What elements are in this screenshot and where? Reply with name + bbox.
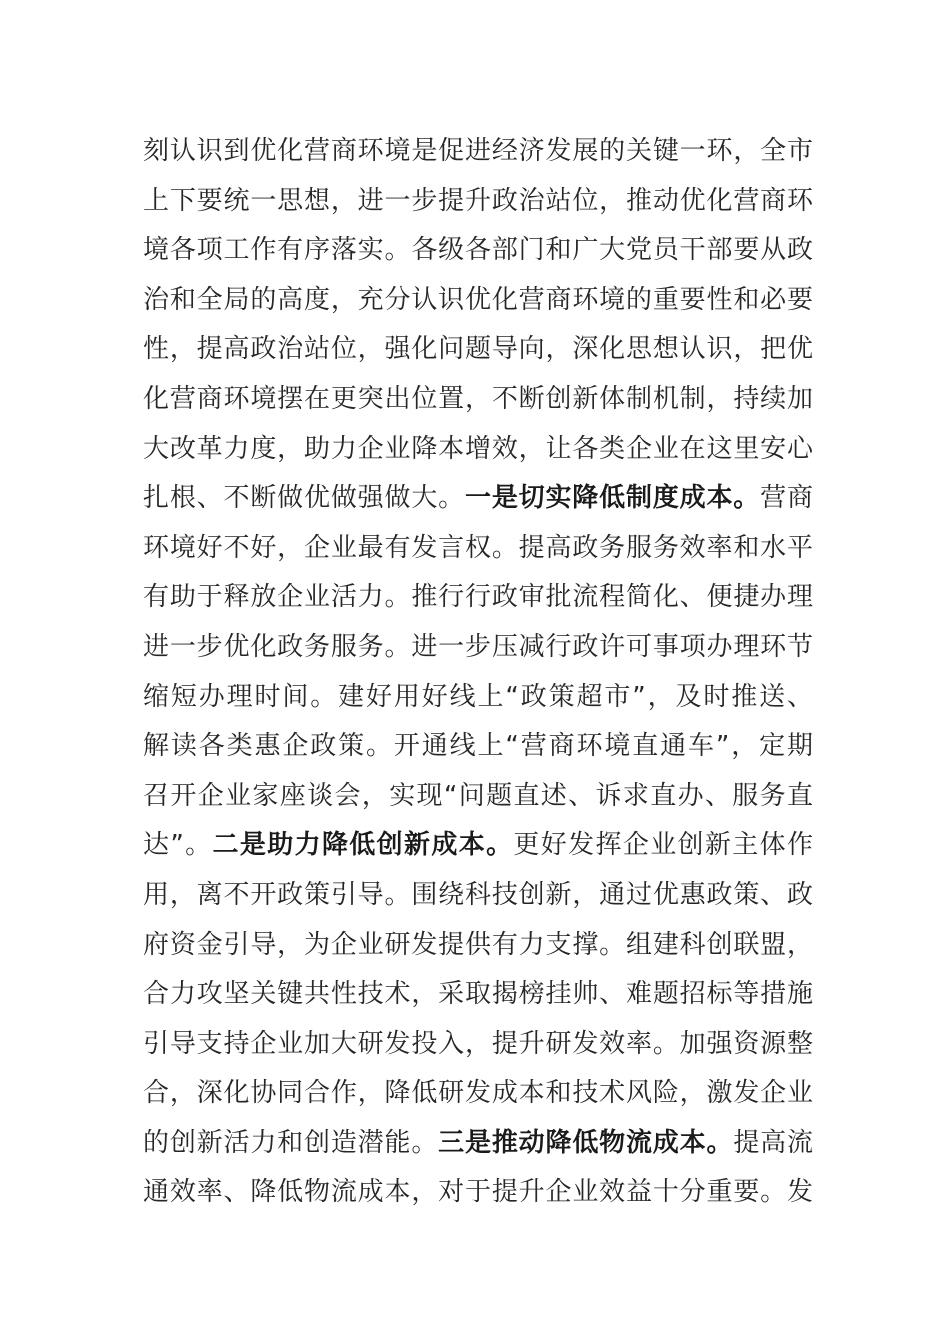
bold-heading-text: 二是助力降低创新成本。 xyxy=(212,830,514,861)
text-segment: 性，提高政治站位，强化问题导向，深化思想认识，把优 xyxy=(143,334,813,365)
text-segment: 缩短办理时间。建好用好线上“政策超市”，及时推送、 xyxy=(143,681,813,712)
text-segment: 刻认识到优化营商环境是促进经济发展的关键一环，全市 xyxy=(143,136,813,166)
text-segment: 的创新活力和创造潜能。 xyxy=(143,1127,439,1158)
text-line xyxy=(143,970,813,1020)
text-segment: 环境好不好，企业最有发言权。提高政务服务效率和水平 xyxy=(143,532,813,563)
text-line xyxy=(143,673,813,723)
text-segment: 扎根、不断做优做强做大。 xyxy=(143,483,465,514)
bold-heading-text: 三是推动降低物流成本。 xyxy=(438,1127,734,1158)
text-line xyxy=(143,1069,813,1119)
text-segment: 召开企业家座谈会，实现“问题直述、诉求直办、服务直 xyxy=(143,780,813,811)
text-line xyxy=(143,573,813,623)
text-line xyxy=(143,1119,813,1169)
text-line xyxy=(143,921,813,971)
text-line xyxy=(143,226,813,276)
text-line xyxy=(143,772,813,822)
text-line xyxy=(143,127,813,177)
bold-heading-text: 一是切实降低制度成本。 xyxy=(464,483,761,514)
text-line xyxy=(143,177,813,227)
text-segment: 进一步优化政务服务。进一步压减行政许可事项办理环节 xyxy=(143,631,813,662)
text-segment: 用，离不开政策引导。围绕科技创新，通过优惠政策、政 xyxy=(143,879,813,910)
text-segment: 境各项工作有序落实。各级各部门和广大党员干部要从政 xyxy=(143,235,813,266)
text-line xyxy=(143,623,813,673)
text-line xyxy=(143,474,813,524)
text-line xyxy=(143,821,813,871)
text-segment: 合力攻坚关键共性技术，采取揭榜挂帅、难题招标等措施 xyxy=(143,979,813,1010)
text-segment: 化营商环境摆在更突出位置，不断创新体制机制，持续加 xyxy=(143,383,813,414)
text-line xyxy=(143,375,813,425)
text-line xyxy=(143,524,813,574)
text-segment: 有助于释放企业活力。推行行政审批流程简化、便捷办理 xyxy=(143,582,813,613)
text-segment: 上下要统一思想，进一步提升政治站位，推动优化营商环 xyxy=(143,185,813,216)
text-line xyxy=(143,722,813,772)
text-line xyxy=(143,1168,813,1218)
body-text xyxy=(143,127,813,1218)
text-segment: 府资金引导，为企业研发提供有力支撑。组建科创联盟， xyxy=(143,929,813,960)
text-line xyxy=(143,425,813,475)
text-segment: 营商 xyxy=(760,483,813,514)
text-line xyxy=(143,1020,813,1070)
text-segment: 解读各类惠企政策。开通线上“营商环境直通车”，定期 xyxy=(143,731,813,762)
text-segment: 通效率、降低物流成本，对于提升企业效益十分重要。发 xyxy=(143,1177,813,1208)
text-segment: 治和全局的高度，充分认识优化营商环境的重要性和必要 xyxy=(143,284,813,315)
text-line xyxy=(143,325,813,375)
text-segment: 合，深化协同合作，降低研发成本和技术风险，激发企业 xyxy=(143,1078,813,1109)
text-line xyxy=(143,276,813,326)
text-line xyxy=(143,871,813,921)
text-segment: 提高流 xyxy=(733,1127,813,1158)
text-segment: 达”。 xyxy=(143,830,213,861)
text-segment: 更好发挥企业创新主体作 xyxy=(513,830,813,861)
text-segment: 引导支持企业加大研发投入，提升研发效率。加强资源整 xyxy=(143,1028,813,1059)
text-segment: 大改革力度，助力企业降本增效，让各类企业在这里安心 xyxy=(143,433,813,464)
